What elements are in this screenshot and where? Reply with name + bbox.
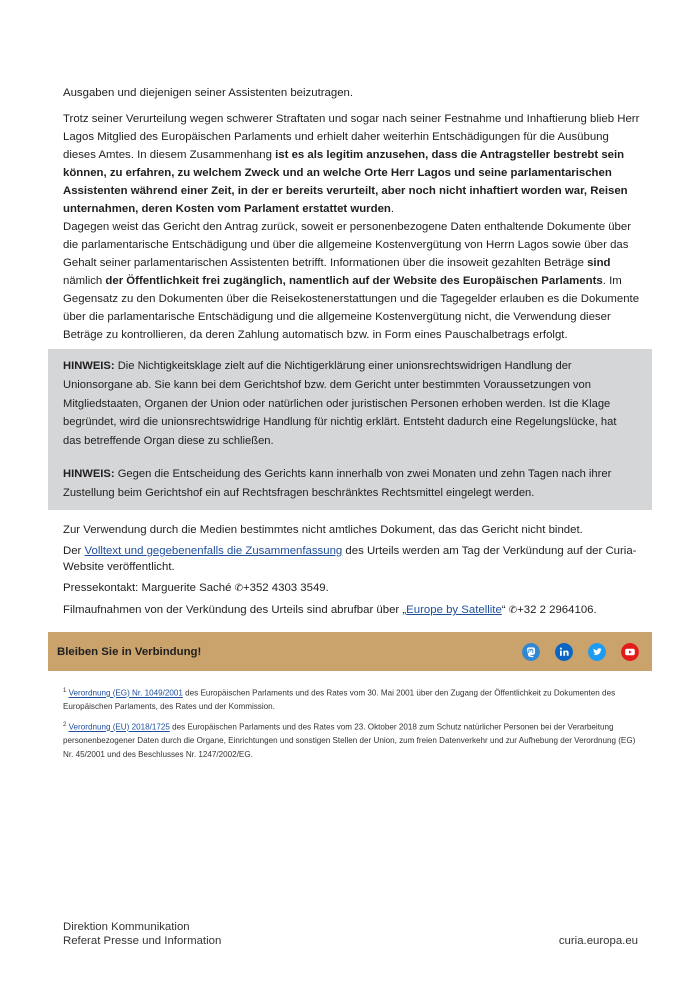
stay-connected-label: Bleiben Sie in Verbindung! — [57, 645, 202, 658]
notice-box — [48, 349, 652, 510]
linkedin-icon[interactable] — [555, 643, 573, 661]
footnote-1 — [63, 685, 640, 714]
twitter-icon[interactable] — [588, 643, 606, 661]
notice-annulment — [63, 357, 636, 451]
notice-text: Die Nichtigkeitsklage zielt auf die Nichtigerklärung einer unionsrechtswidrigen Handlung der Unionsorgane ab. Sie kann bei dem Gerichtshof bzw. dem Gericht unter bestimmten Voraussetzungen von Mitgliedstaaten, Organen der Union oder natürlichen oder juristischen Personen erhoben werden. Ist die Klage begründet, wird die unionsrechtswidrige Handlung für nichtig erklärt. Entsteht dadurch eine Regelungslücke, hat das betreffende Organ diese zu schließen. — [63, 360, 617, 448]
footnote-number: 2 — [63, 721, 67, 728]
notice-label: HINWEIS: — [63, 360, 115, 372]
footer-directorate: Direktion Kommunikation — [63, 921, 190, 933]
paragraph-text: Trotz seiner Verurteilung wegen schwerer Straftaten und sogar nach seiner Festnahme und Inhaftierung blieb Herr Lagos Mitglied des Europäischen Parlaments und erhielt daher weiterhin Entschädigungen für die Ausübung dieses Amtes. In diesem Zusammenhang — [63, 113, 640, 161]
footnotes — [63, 685, 640, 766]
paragraph-emphasis: der Öffentlichkeit frei zugänglich, namentlich auf der Website des Europäischen Parlaments — [105, 275, 603, 287]
notice-text: Gegen die Entscheidung des Gerichts kann innerhalb von zwei Monaten und zehn Tagen nach ihrer Zustellung beim Gerichtshof ein auf Rechtsfragen beschränktes Rechtsmittel eingelegt werden. — [63, 467, 612, 499]
mastodon-icon[interactable] — [522, 643, 540, 661]
footnote-text: des Europäischen Parlaments und des Rates vom 30. Mai 2001 über den Zugang der Öffentlichkeit zu Dokumenten des Europäischen Parlaments, des Rates und der Kommission. — [63, 688, 616, 712]
paragraph-text: Dagegen weist das Gericht den Antrag zurück, soweit er personenbezogene Daten enthaltende Dokumente über die parlamentarische Entschädigung und über die allgemeine Kostenvergütung von Herrn Lagos sowie über das Gehalt seiner parlamentarischen Assistenten betrifft. Informationen über die insoweit gezahlten Beträge — [63, 221, 631, 269]
media-info — [63, 522, 640, 624]
paragraph-lagos-status — [63, 110, 640, 218]
paragraph-emphasis: ist es als legitim anzusehen, dass die Antragsteller bestrebt sein können, zu erfahren, zu welchem Zweck und an welche Orte Herr Lagos und seine parlamentarischen Assistenten während einer Zeit, in der er bereits verurteilt, aber noch nicht inhaftiert worden war, Reisen unternahmen, deren Kosten vom Parlament erstattet wurden — [63, 149, 628, 215]
video-note — [63, 602, 640, 619]
paragraph-text: . Im Gegensatz zu den Dokumenten über die Reisekostenerstattungen und die Tagegelder erlauben es die Dokumente über die parlamentarische Entschädigung und die allgemeine Kostenvergütung nicht, die Verwendung dieser Beträge zu kontrollieren, da deren Zahlung automatisch bzw. in Form eines Pauschalbetrags erfolgt. — [63, 275, 640, 341]
footnote-link[interactable]: Verordnung (EU) 2018/1725 — [68, 722, 170, 732]
fulltext-note — [63, 543, 640, 575]
paragraph-intro: Ausgaben und diejenigen seiner Assistenten beizutragen. — [63, 87, 354, 99]
footnote-text: des Europäischen Parlaments und des Rates vom 23. Oktober 2018 zum Schutz natürlicher Personen bei der Verarbeitung personenbezogener Daten durch die Organe, Einrichtungen und sonstigen Stellen der Union, zum freien Datenverkehr und zur Aufhebung der Verordnung (EG) Nr. 45/2001 und des Beschlusses Nr. 1247/2002/EG. — [63, 722, 636, 759]
social-icons — [522, 643, 639, 661]
footnote-link[interactable]: Verordnung (EG) Nr. 1049/2001 — [68, 688, 183, 698]
fulltext-post: des Urteils werden am Tag der Verkündung auf der Curia-Website veröffentlicht. — [63, 545, 637, 573]
video-phone: +32 2 2964106. — [517, 604, 597, 616]
ebs-link[interactable]: Europe by Satellite — [406, 604, 502, 616]
video-post: “ — [501, 604, 509, 616]
contact-label: Pressekontakt: Marguerite Saché — [63, 582, 235, 594]
contact-phone: +352 4303 3549. — [242, 582, 329, 594]
footnote-number: 1 — [63, 688, 67, 694]
footer-website: curia.europa.eu — [558, 935, 638, 947]
phone-icon: ✆ — [508, 605, 518, 616]
footnote-2 — [63, 719, 640, 761]
media-disclaimer: Zur Verwendung durch die Medien bestimmtes nicht amtliches Dokument, das das Gericht nicht bindet. — [63, 524, 583, 536]
paragraph-rejection — [63, 218, 640, 344]
phone-icon: ✆ — [234, 583, 243, 594]
fulltext-pre: Der — [63, 545, 85, 557]
paragraph-emphasis: sind — [587, 257, 611, 269]
fulltext-link[interactable]: Volltext und gegebenenfalls die Zusammenfassung — [84, 545, 343, 557]
video-pre: Filmaufnahmen von der Verkündung des Urteils sind abrufbar über „ — [63, 604, 407, 616]
paragraph-text: . — [390, 203, 395, 215]
notice-appeal — [63, 465, 636, 503]
footer-unit: Referat Presse und Information — [63, 935, 222, 947]
stay-connected-bar — [48, 632, 652, 671]
press-contact — [63, 580, 640, 597]
paragraph-text: nämlich — [63, 275, 106, 287]
page-footer — [63, 920, 638, 948]
notice-label: HINWEIS: — [63, 467, 115, 480]
youtube-icon[interactable] — [621, 643, 639, 661]
